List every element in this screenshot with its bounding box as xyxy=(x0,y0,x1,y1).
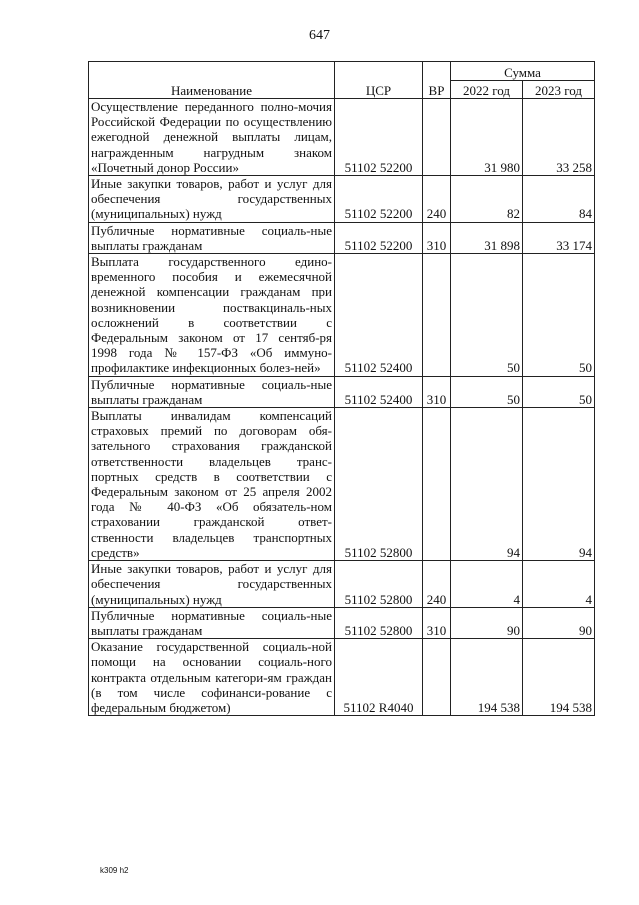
row-csr: 51102 52800 xyxy=(335,561,423,608)
row-csr: 51102 52200 xyxy=(335,222,423,253)
table-row xyxy=(89,376,595,407)
table-row xyxy=(89,607,595,638)
table-row xyxy=(89,254,595,377)
row-name: Публичные нормативные социаль-ные выплаты гражданам xyxy=(89,222,335,253)
row-csr: 51102 52800 xyxy=(335,607,423,638)
page-number: 647 xyxy=(309,28,330,43)
header-name: Наименование xyxy=(89,62,335,99)
row-sum-2022: 90 xyxy=(451,607,523,638)
table-row xyxy=(89,561,595,608)
row-csr: 51102 52400 xyxy=(335,376,423,407)
budget-table xyxy=(88,61,595,716)
row-sum-2022: 4 xyxy=(451,561,523,608)
header-year-2023: 2023 год xyxy=(523,81,595,99)
row-sum-2022: 31 898 xyxy=(451,222,523,253)
row-sum-2023: 90 xyxy=(523,607,595,638)
row-sum-2023: 94 xyxy=(523,408,595,561)
table-row xyxy=(89,176,595,223)
header-vr: ВР xyxy=(423,62,451,99)
row-name: Иные закупки товаров, работ и услуг для обеспечения государственных (муниципальных) нужд xyxy=(89,561,335,608)
row-name: Осуществление переданного полно-мочия Российской Федерации по осуществлению ежегодной денежной выплаты лицам, награжденным нагрудным знаком «Почетный донор России» xyxy=(89,99,335,176)
row-vr: 310 xyxy=(423,222,451,253)
row-csr: 51102 52200 xyxy=(335,176,423,223)
row-name: Выплаты инвалидам компенсаций страховых премий по договорам обя-зательного страхования гражданской ответственности владельцев транс-портных средств в соответствии с Федеральным законом от 25 апреля 2002 года № 40-ФЗ «Об обязатель-ном страховании гражданской ответ-ственности владельцев транспортных средств» xyxy=(89,408,335,561)
row-name: Публичные нормативные социаль-ные выплаты гражданам xyxy=(89,376,335,407)
row-csr: 51102 52400 xyxy=(335,254,423,377)
row-sum-2023: 33 258 xyxy=(523,99,595,176)
row-csr: 51102 52200 xyxy=(335,99,423,176)
row-sum-2023: 33 174 xyxy=(523,222,595,253)
header-year-2022: 2022 год xyxy=(451,81,523,99)
header-sum: Сумма xyxy=(451,62,595,81)
row-vr: 240 xyxy=(423,176,451,223)
table-row xyxy=(89,99,595,176)
row-vr xyxy=(423,99,451,176)
footer-code: k309 h2 xyxy=(100,866,129,875)
row-sum-2022: 31 980 xyxy=(451,99,523,176)
row-sum-2022: 94 xyxy=(451,408,523,561)
row-name: Оказание государственной социаль-ной помощи на основании социаль-ного контракта отдельным категори-ям граждан (в том числе софинанси-рование с федеральным бюджетом) xyxy=(89,639,335,716)
row-sum-2022: 82 xyxy=(451,176,523,223)
header-csr: ЦСР xyxy=(335,62,423,99)
row-sum-2023: 84 xyxy=(523,176,595,223)
row-vr xyxy=(423,254,451,377)
row-sum-2023: 4 xyxy=(523,561,595,608)
row-sum-2023: 50 xyxy=(523,376,595,407)
row-sum-2022: 50 xyxy=(451,254,523,377)
row-vr: 310 xyxy=(423,607,451,638)
row-vr xyxy=(423,639,451,716)
table-row xyxy=(89,222,595,253)
row-name: Выплата государственного едино-временного пособия и ежемесячной денежной компенсации гражданам при возникновении поствакциналь-ных осложнений в соответствии с Федеральным законом от 17 сентяб-ря 1998 года № 157-ФЗ «Об иммуно-профилактике инфекционных болез-ней» xyxy=(89,254,335,377)
row-csr: 51102 R4040 xyxy=(335,639,423,716)
table-row xyxy=(89,639,595,716)
row-name: Публичные нормативные социаль-ные выплаты гражданам xyxy=(89,607,335,638)
row-name: Иные закупки товаров, работ и услуг для обеспечения государственных (муниципальных) нужд xyxy=(89,176,335,223)
row-sum-2022: 50 xyxy=(451,376,523,407)
row-vr: 310 xyxy=(423,376,451,407)
table-row xyxy=(89,408,595,561)
row-sum-2023: 50 xyxy=(523,254,595,377)
row-sum-2022: 194 538 xyxy=(451,639,523,716)
row-sum-2023: 194 538 xyxy=(523,639,595,716)
row-vr: 240 xyxy=(423,561,451,608)
row-vr xyxy=(423,408,451,561)
row-csr: 51102 52800 xyxy=(335,408,423,561)
